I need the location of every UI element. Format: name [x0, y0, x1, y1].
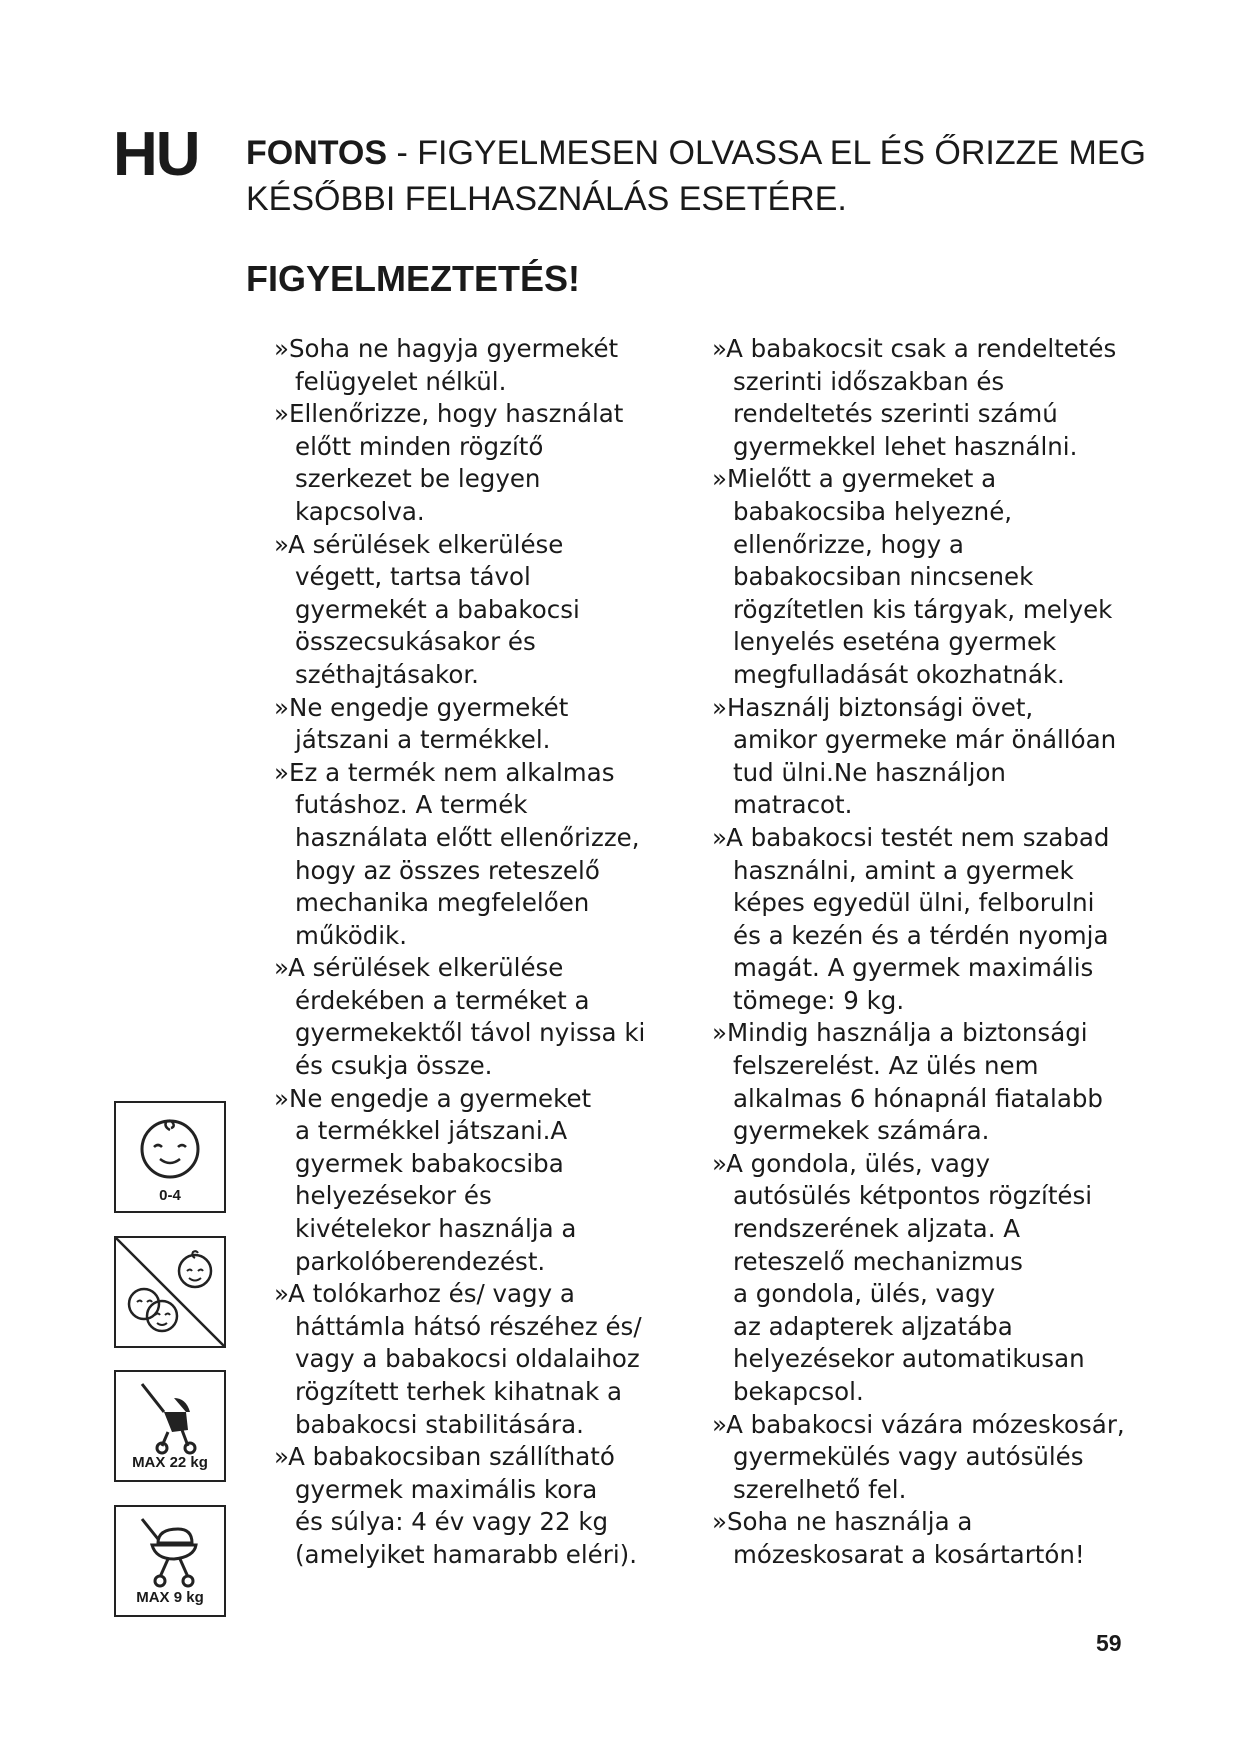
- header-title: [246, 130, 1146, 176]
- warning-item: »Soha ne használja a mózeskosarat a kosártartón!: [712, 1507, 1085, 1569]
- age-range-label: 0-4: [159, 1187, 181, 1204]
- warning-item: »Soha ne hagyja gyermekét felügyelet nélkül.: [274, 334, 619, 396]
- stroller-weight-icon: [114, 1370, 226, 1482]
- warning-item: »Mindig használja a biztonsági felszerelést. Az ülés nem alkalmas 6 hónapnál fiatalabb gyermekek számára.: [712, 1018, 1103, 1146]
- header-subtitle: KÉSŐBBI FELHASZNÁLÁS ESETÉRE.: [246, 180, 847, 218]
- header-title-bold: FONTOS: [246, 134, 388, 172]
- right-warning-column: [712, 333, 1152, 1572]
- age-range-icon: [114, 1101, 226, 1213]
- warning-item: »A tolókarhoz és/ vagy a háttámla hátsó részéhez és/ vagy a babakocsi oldalaihoz rögzített terhek kihatnak a babakocsi stabilitására.: [274, 1279, 642, 1439]
- warning-item: »Ne engedje gyermekét játszani a termékkel.: [274, 692, 569, 755]
- language-code: HU: [113, 120, 199, 189]
- warning-item: »Ellenőrizze, hogy használat előtt minden rögzítő szerkezet be legyen kapcsolva.: [274, 399, 624, 526]
- warning-item: »Mielőtt a gyermeket a babakocsiba helyezné, ellenőrizze, hogy a babakocsiban nincsenek rögzítetlen kis tárgyak, melyek lenyelés eseténa gyermek megfulladását okozhatnák.: [712, 464, 1113, 689]
- left-warning-column: [274, 333, 704, 1572]
- single-child-icon: [114, 1236, 226, 1348]
- header-title-rest: - FIGYELMESEN OLVASSA EL ÉS ŐRIZZE MEG: [387, 134, 1146, 172]
- page-number: 59: [1096, 1630, 1122, 1656]
- warning-item: »Ne engedje a gyermeket a termékkel játszani.A gyermek babakocsiba helyezésekor és kivételekor használja a parkolóberendezést.: [274, 1083, 592, 1276]
- warning-item: »A babakocsi testét nem szabad használni, amint a gyermek képes egyedül ülni, felborulni és a kezén és a térdén nyomja magát. A gyermek maximális tömege: 9 kg.: [712, 822, 1110, 1015]
- warning-item: »A babakocsiban szállítható gyermek maximális kora és súlya: 4 év vagy 22 kg (amelyiket hamarabb eléri).: [274, 1442, 637, 1569]
- warning-item: »A sérülések elkerülése végett, tartsa távol gyermekét a babakocsi összecsukásakor és széthajtásakor.: [274, 529, 580, 689]
- warning-item: »A babakocsi vázára mózeskosár, gyermekülés vagy autósülés szerelhető fel.: [712, 1409, 1125, 1504]
- warning-item: »Ez a termék nem alkalmas futáshoz. A termék használata előtt ellenőrizze, hogy az összes reteszelő mechanika megfelelően működik.: [274, 757, 640, 950]
- warning-item: »Használj biztonsági övet, amikor gyermeke már önállóan tud ülni.Ne használjon matracot.: [712, 692, 1117, 820]
- no-twins-icon: [116, 1238, 224, 1346]
- carrycot-weight-icon: [114, 1505, 226, 1617]
- carrycot-weight-label: MAX 9 kg: [136, 1589, 204, 1606]
- warning-item: »A sérülések elkerülése érdekében a terméket a gyermekektől távol nyissa ki és csukja össze.: [274, 953, 646, 1081]
- stroller-weight-label: MAX 22 kg: [132, 1454, 208, 1471]
- page-header: [246, 130, 1146, 222]
- warning-item: »A babakocsit csak a rendeltetés szerinti időszakban és rendeltetés szerinti számú gyermekkel lehet használni.: [712, 334, 1117, 461]
- warning-title: FIGYELMEZTETÉS!: [246, 258, 581, 299]
- warning-item: »A gondola, ülés, vagy autósülés kétpontos rögzítési rendszerének aljzata. A reteszelő mechanizmus a gondola, ülés, vagy az adapterek aljzatába helyezésekor automatikusan bekapcsol.: [712, 1148, 1093, 1406]
